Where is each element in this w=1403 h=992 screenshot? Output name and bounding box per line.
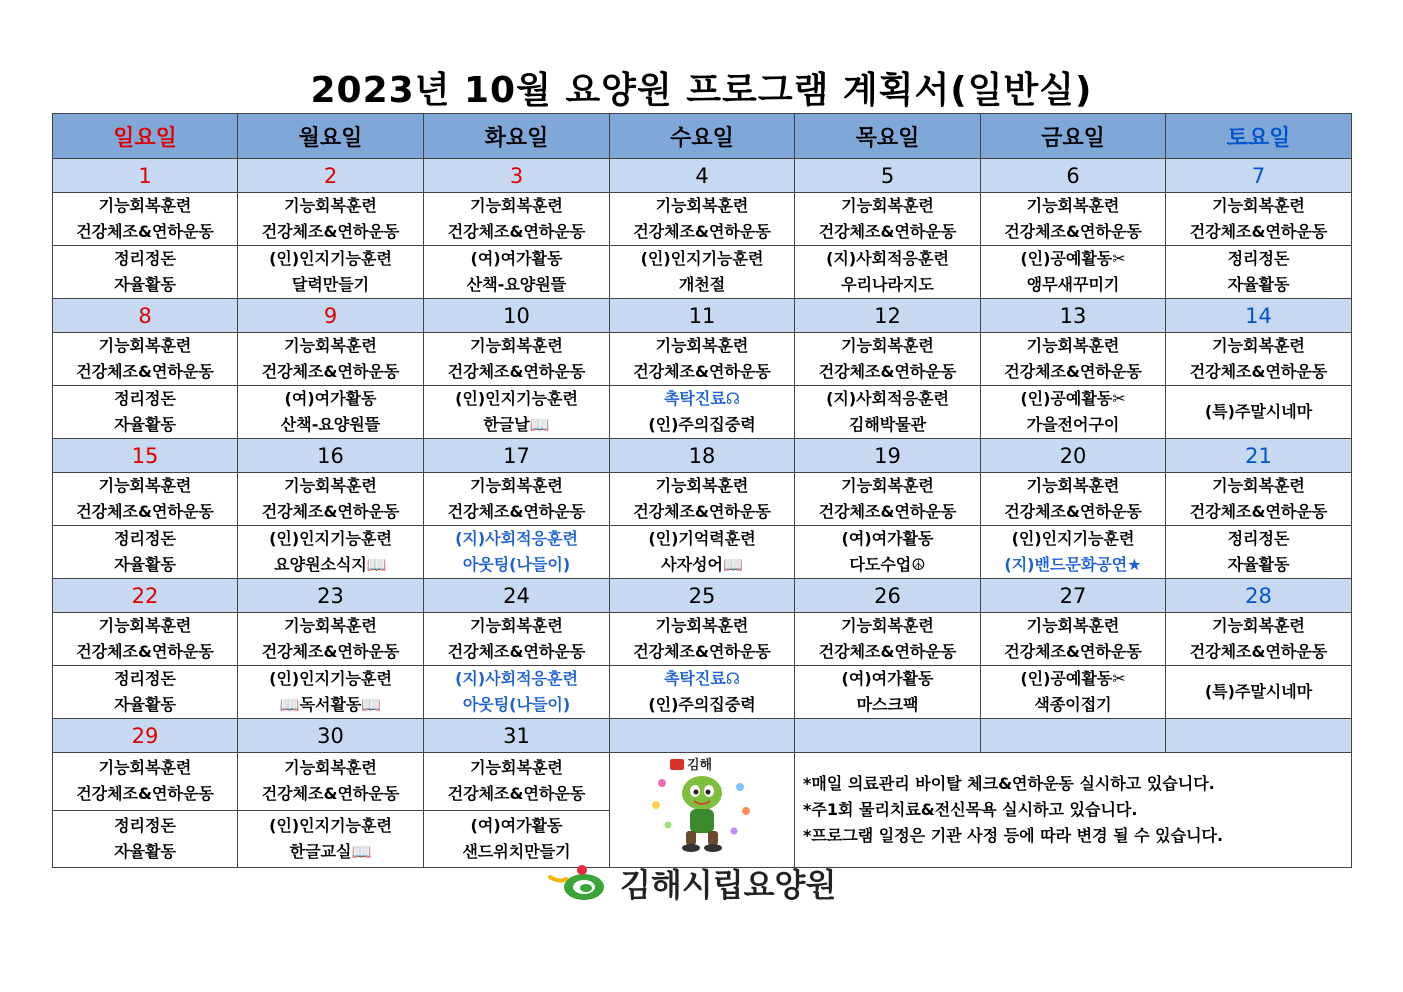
activity-line: (지)사회적응훈련 <box>455 529 578 548</box>
activity-line: 기능회복훈련 <box>470 336 563 355</box>
activity-line: 기능회복훈련 <box>655 336 749 355</box>
am-activity-cell <box>795 333 981 386</box>
activity-line: 기능회복훈련 <box>841 196 934 215</box>
activity-line: (지)사회적응훈련 <box>455 669 578 688</box>
activity-line: 자율활동 <box>114 555 176 574</box>
pm-activity-cell <box>53 246 238 299</box>
pm-activity-cell <box>610 246 795 299</box>
am-activity-cell <box>610 193 795 246</box>
activity-line: 건강체조&연하운동 <box>633 502 771 521</box>
activity-line: 건강체조&연하운동 <box>76 222 214 241</box>
activity-line: (특)주말시네마 <box>1204 402 1313 421</box>
am-activity-row <box>53 753 1352 811</box>
activity-line: 건강체조&연하운동 <box>76 784 214 804</box>
activity-line: 우리나라지도 <box>841 275 934 294</box>
activity-line: 기능회복훈련 <box>284 196 377 215</box>
am-activity-cell <box>53 613 238 666</box>
pm-activity-cell <box>795 526 981 579</box>
activity-line: 건강체조&연하운동 <box>261 502 400 521</box>
activity-line: 정리정돈 <box>1227 529 1290 548</box>
am-activity-cell <box>610 333 795 386</box>
pm-activity-cell <box>795 246 981 299</box>
empty-date-cell <box>1166 719 1352 753</box>
activity-line: 기능회복훈련 <box>470 476 563 495</box>
activity-line: 건강체조&연하운동 <box>261 362 400 381</box>
activity-line: 정리정돈 <box>114 249 176 268</box>
am-activity-cell <box>1166 613 1352 666</box>
activity-line: 산책-요양원뜰 <box>280 415 381 434</box>
activity-line: 한글날📖 <box>483 415 550 434</box>
am-activity-cell <box>424 613 610 666</box>
activity-line: 요양원소식지📖 <box>274 555 387 574</box>
am-activity-row <box>53 613 1352 666</box>
pm-activity-cell <box>424 246 610 299</box>
activity-line: 색종이접기 <box>1034 695 1112 714</box>
activity-line: 건강체조&연하운동 <box>447 362 586 381</box>
activity-line: 건강체조&연하운동 <box>1004 222 1142 241</box>
activity-line: 정리정돈 <box>114 389 176 408</box>
date-cell: 30 <box>238 719 424 753</box>
weekday-header: 토요일 <box>1166 114 1352 159</box>
activity-line: 촉탁진료☊ <box>663 389 741 408</box>
pm-activity-cell <box>1166 526 1352 579</box>
activity-line: 가을전어구이 <box>1026 415 1120 434</box>
program-calendar <box>52 113 1352 868</box>
pm-activity-cell <box>1166 246 1352 299</box>
activity-line: 기능회복훈련 <box>98 476 192 495</box>
date-cell: 24 <box>424 579 610 613</box>
activity-line: 개천절 <box>678 275 726 294</box>
activity-line: 촉탁진료☊ <box>663 669 741 688</box>
activity-line: 기능회복훈련 <box>284 476 377 495</box>
activity-line: 자율활동 <box>114 275 176 294</box>
activity-line: 기능회복훈련 <box>284 758 377 778</box>
activity-line: 자율활동 <box>1227 275 1290 294</box>
empty-date-cell <box>795 719 981 753</box>
activity-line: 아웃팅(나들이) <box>462 695 571 714</box>
pm-activity-cell <box>795 386 981 439</box>
am-activity-cell <box>53 473 238 526</box>
activity-line: (여)여가활동 <box>841 669 934 688</box>
weekday-header: 목요일 <box>795 114 981 159</box>
activity-line: 건강체조&연하운동 <box>1004 362 1142 381</box>
activity-line: 기능회복훈련 <box>1212 336 1305 355</box>
activity-line: 건강체조&연하운동 <box>1189 222 1328 241</box>
activity-line: 아웃팅(나들이) <box>462 555 571 574</box>
am-activity-cell <box>1166 473 1352 526</box>
activity-line: (여)여가활동 <box>470 815 563 835</box>
activity-line: 앵무새꾸미기 <box>1026 275 1120 294</box>
activity-line: (여)여가활동 <box>284 389 377 408</box>
activity-line: 한글교실📖 <box>289 841 372 861</box>
am-activity-cell <box>238 193 424 246</box>
activity-line: 기능회복훈련 <box>470 758 563 778</box>
date-cell: 15 <box>53 439 238 473</box>
activity-line: 건강체조&연하운동 <box>76 642 214 661</box>
page-title: 2023년 10월 요양원 프로그램 계획서(일반실) <box>310 70 1093 111</box>
activity-line: 건강체조&연하운동 <box>1189 502 1328 521</box>
activity-line: 건강체조&연하운동 <box>1004 642 1142 661</box>
activity-line: (인)공예활동✂ <box>1020 249 1126 268</box>
date-cell: 25 <box>610 579 795 613</box>
activity-line: 기능회복훈련 <box>98 616 192 635</box>
activity-line: (인)인지기능훈련 <box>269 529 392 548</box>
pm-activity-cell <box>424 386 610 439</box>
activity-line: 자율활동 <box>114 695 176 714</box>
am-activity-cell <box>610 613 795 666</box>
date-cell: 19 <box>795 439 981 473</box>
am-activity-cell <box>424 753 610 811</box>
pm-activity-cell <box>981 386 1166 439</box>
activity-line: 건강체조&연하운동 <box>633 642 771 661</box>
activity-line: 기능회복훈련 <box>655 476 749 495</box>
activity-line: 기능회복훈련 <box>1026 476 1120 495</box>
activity-line: (인)주의집중력 <box>648 695 756 714</box>
activity-line: 건강체조&연하운동 <box>447 502 586 521</box>
date-cell: 31 <box>424 719 610 753</box>
date-cell: 3 <box>424 159 610 193</box>
activity-line: 정리정돈 <box>114 529 176 548</box>
pm-activity-cell <box>424 666 610 719</box>
activity-line: 기능회복훈련 <box>655 196 749 215</box>
am-activity-row <box>53 333 1352 386</box>
empty-date-cell <box>981 719 1166 753</box>
activity-line: (특)주말시네마 <box>1204 682 1313 701</box>
date-cell: 12 <box>795 299 981 333</box>
activity-line: 정리정돈 <box>1227 249 1290 268</box>
am-activity-cell <box>238 333 424 386</box>
activity-line: 기능회복훈련 <box>1026 336 1120 355</box>
activity-line: 기능회복훈련 <box>1212 616 1305 635</box>
date-cell: 6 <box>981 159 1166 193</box>
activity-line: 📖독서활동📖 <box>279 695 382 714</box>
am-activity-cell <box>1166 333 1352 386</box>
pm-activity-row <box>53 666 1352 719</box>
activity-line: 정리정돈 <box>114 669 176 688</box>
activity-line: 건강체조&연하운동 <box>447 222 586 241</box>
activity-line: 기능회복훈련 <box>284 616 377 635</box>
am-activity-cell <box>424 473 610 526</box>
activity-line: (인)공예활동✂ <box>1020 669 1126 688</box>
date-cell: 4 <box>610 159 795 193</box>
footer-org-name: 김해시립요양원 <box>620 866 837 904</box>
activity-line: 건강체조&연하운동 <box>261 784 400 804</box>
activity-line: 기능회복훈련 <box>98 758 192 778</box>
am-activity-cell <box>424 193 610 246</box>
activity-line: 건강체조&연하운동 <box>818 642 957 661</box>
pm-activity-cell <box>53 810 238 868</box>
date-cell: 1 <box>53 159 238 193</box>
pm-activity-cell <box>238 526 424 579</box>
activity-line: (인)주의집중력 <box>648 415 756 434</box>
note-line: *주1회 물리치료&전신목욕 실시하고 있습니다. <box>803 800 1138 819</box>
date-cell: 9 <box>238 299 424 333</box>
am-activity-cell <box>1166 193 1352 246</box>
weekday-header: 화요일 <box>424 114 610 159</box>
activity-line: 자율활동 <box>114 415 176 434</box>
am-activity-row <box>53 473 1352 526</box>
date-cell: 11 <box>610 299 795 333</box>
activity-line: 다도수업☮ <box>849 555 926 574</box>
pm-activity-cell <box>1166 666 1352 719</box>
activity-line: 건강체조&연하운동 <box>818 362 957 381</box>
activity-line: (지)밴드문화공연★ <box>1004 555 1142 574</box>
activity-line: 기능회복훈련 <box>470 196 563 215</box>
weekday-header: 일요일 <box>53 114 238 159</box>
pm-activity-cell <box>53 526 238 579</box>
gimhae-logo-icon <box>548 863 610 903</box>
am-activity-cell <box>238 473 424 526</box>
activity-line: 김해박물관 <box>848 415 927 434</box>
pm-activity-cell <box>981 526 1166 579</box>
activity-line: (인)인지기능훈련 <box>269 815 392 835</box>
activity-line: 건강체조&연하운동 <box>76 502 214 521</box>
am-activity-cell <box>238 613 424 666</box>
date-cell: 22 <box>53 579 238 613</box>
date-cell: 16 <box>238 439 424 473</box>
activity-line: 샌드위치만들기 <box>462 841 571 861</box>
weekday-header: 수요일 <box>610 114 795 159</box>
activity-line: (인)인지기능훈련 <box>1011 529 1135 548</box>
activity-line: (인)인지기능훈련 <box>269 249 392 268</box>
pm-activity-cell <box>53 666 238 719</box>
activity-line: 달력만들기 <box>291 275 370 294</box>
activity-line: 기능회복훈련 <box>841 616 934 635</box>
activity-line: 기능회복훈련 <box>470 616 563 635</box>
date-row <box>53 159 1352 193</box>
date-cell: 20 <box>981 439 1166 473</box>
activity-line: 건강체조&연하운동 <box>818 502 957 521</box>
pm-activity-cell <box>424 810 610 868</box>
am-activity-cell <box>53 753 238 811</box>
am-activity-cell <box>795 473 981 526</box>
date-cell: 5 <box>795 159 981 193</box>
date-cell: 28 <box>1166 579 1352 613</box>
date-row <box>53 299 1352 333</box>
am-activity-cell <box>53 333 238 386</box>
am-activity-cell <box>981 333 1166 386</box>
pm-activity-cell <box>1166 386 1352 439</box>
weekday-header: 월요일 <box>238 114 424 159</box>
pm-activity-row <box>53 246 1352 299</box>
date-cell: 29 <box>53 719 238 753</box>
date-cell: 21 <box>1166 439 1352 473</box>
date-cell: 17 <box>424 439 610 473</box>
activity-line: (인)공예활동✂ <box>1020 389 1126 408</box>
pm-activity-cell <box>238 246 424 299</box>
activity-line: 기능회복훈련 <box>1212 476 1305 495</box>
pm-activity-cell <box>238 666 424 719</box>
activity-line: (인)인지기능훈련 <box>455 389 578 408</box>
empty-date-cell <box>610 719 795 753</box>
activity-line: (지)사회적응훈련 <box>826 249 949 268</box>
activity-line: 건강체조&연하운동 <box>1189 362 1328 381</box>
weekday-header: 금요일 <box>981 114 1166 159</box>
pm-activity-cell <box>53 386 238 439</box>
activity-line: 건강체조&연하운동 <box>633 222 771 241</box>
pm-activity-cell <box>610 386 795 439</box>
footer-logo <box>548 862 836 904</box>
activity-line: 사자성어📖 <box>661 555 743 574</box>
am-activity-cell <box>981 193 1166 246</box>
pm-activity-cell <box>981 246 1166 299</box>
am-activity-cell <box>981 613 1166 666</box>
activity-line: (여)여가활동 <box>470 249 563 268</box>
activity-line: 마스크팩 <box>856 695 919 714</box>
activity-line: 건강체조&연하운동 <box>261 222 400 241</box>
activity-line: 건강체조&연하운동 <box>1189 642 1328 661</box>
am-activity-cell <box>795 193 981 246</box>
pm-activity-cell <box>795 666 981 719</box>
activity-line: (여)여가활동 <box>841 529 934 548</box>
am-activity-row <box>53 193 1352 246</box>
activity-line: (인)인지기능훈련 <box>269 669 392 688</box>
note-line: *프로그램 일정은 기관 사정 등에 따라 변경 될 수 있습니다. <box>803 826 1224 845</box>
activity-line: 자율활동 <box>114 841 176 861</box>
activity-line: 기능회복훈련 <box>1026 616 1120 635</box>
activity-line: (인)인지기능훈련 <box>640 249 764 268</box>
date-cell: 7 <box>1166 159 1352 193</box>
activity-line: (인)기억력훈련 <box>648 529 756 548</box>
date-row <box>53 439 1352 473</box>
am-activity-cell <box>795 613 981 666</box>
activity-line: 건강체조&연하운동 <box>261 642 400 661</box>
activity-line: 자율활동 <box>1227 555 1290 574</box>
pm-activity-row <box>53 386 1352 439</box>
pm-activity-cell <box>981 666 1166 719</box>
pm-activity-cell <box>610 526 795 579</box>
mascot-badge: 김해 <box>687 758 713 773</box>
am-activity-cell <box>238 753 424 811</box>
date-cell: 8 <box>53 299 238 333</box>
date-cell: 10 <box>424 299 610 333</box>
mascot-image <box>610 753 795 868</box>
activity-line: 정리정돈 <box>114 815 176 835</box>
activity-line: 산책-요양원뜰 <box>466 275 567 294</box>
activity-line: (지)사회적응훈련 <box>826 389 949 408</box>
date-cell: 2 <box>238 159 424 193</box>
pm-activity-cell <box>424 526 610 579</box>
pm-activity-cell <box>610 666 795 719</box>
date-cell: 27 <box>981 579 1166 613</box>
pm-activity-cell <box>238 386 424 439</box>
weekday-header-row <box>53 114 1352 159</box>
date-row <box>53 579 1352 613</box>
date-cell: 14 <box>1166 299 1352 333</box>
date-row <box>53 719 1352 753</box>
activity-line: 건강체조&연하운동 <box>633 362 771 381</box>
activity-line: 기능회복훈련 <box>655 616 749 635</box>
activity-line: 건강체조&연하운동 <box>447 642 586 661</box>
activity-line: 건강체조&연하운동 <box>76 362 214 381</box>
activity-line: 기능회복훈련 <box>841 476 934 495</box>
pm-activity-row <box>53 526 1352 579</box>
activity-line: 기능회복훈련 <box>98 196 192 215</box>
date-cell: 13 <box>981 299 1166 333</box>
activity-line: 기능회복훈련 <box>1212 196 1305 215</box>
activity-line: 기능회복훈련 <box>98 336 192 355</box>
date-cell: 23 <box>238 579 424 613</box>
activity-line: 건강체조&연하운동 <box>818 222 957 241</box>
am-activity-cell <box>981 473 1166 526</box>
am-activity-cell <box>610 473 795 526</box>
activity-line: 건강체조&연하운동 <box>447 784 586 804</box>
activity-line: 기능회복훈련 <box>841 336 934 355</box>
am-activity-cell <box>53 193 238 246</box>
pm-activity-cell <box>238 810 424 868</box>
am-activity-cell <box>424 333 610 386</box>
mascot-icon <box>642 753 762 859</box>
date-cell: 26 <box>795 579 981 613</box>
activity-line: 건강체조&연하운동 <box>1004 502 1142 521</box>
note-line: *매일 의료관리 바이탈 체크&연하운동 실시하고 있습니다. <box>803 774 1215 793</box>
activity-line: 기능회복훈련 <box>1026 196 1120 215</box>
date-cell: 18 <box>610 439 795 473</box>
activity-line: 기능회복훈련 <box>284 336 377 355</box>
notes-cell <box>795 753 1352 868</box>
